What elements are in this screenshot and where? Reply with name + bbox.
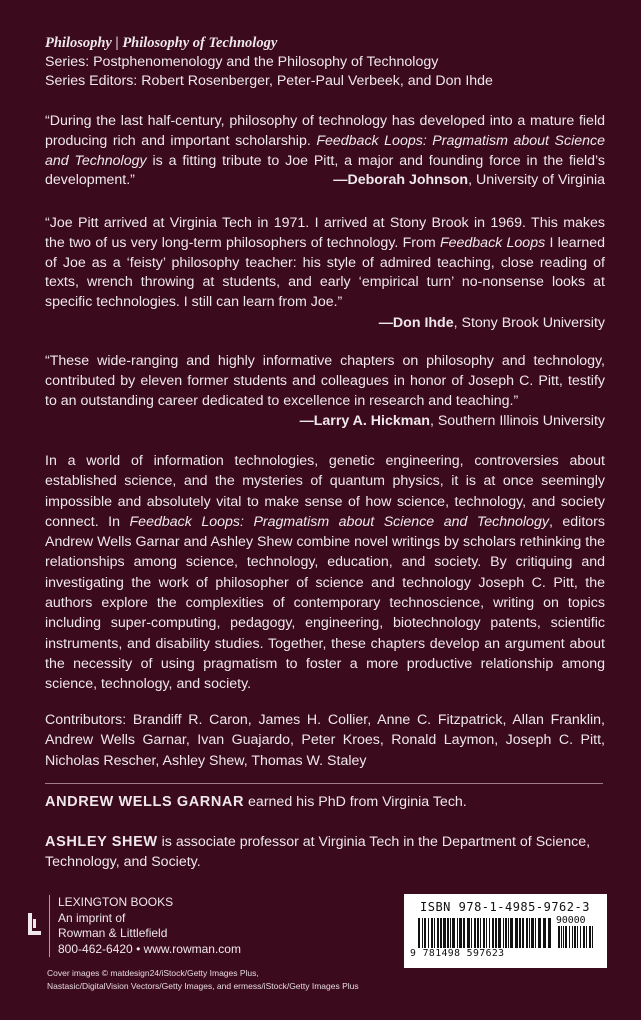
contributors-list: Contributors: Brandiff R. Caron, James H. Collier, Anne C. Fitzpatrick, Allan Franklin, Andrew Wells Garnar, Ivan Guajardo, Peter Kroes, Ronald Laymon, Joseph C. Pitt, Nicholas Rescher, Ashley Shew, Thomas W. Staley [45,712,605,769]
endorsement-ihde [45,214,605,334]
quote-text: I learned of Joe as a ‘feisty’ philosophy teacher: his style of admired teaching, close reading of texts, wrench throwing at students, and early ‘empirical turn’ no-nonsense looks at specific technologies. I still can learn from Joe.” [45,234,606,311]
description-book-title: Feedback Loops: Pragmatism about Science and Technology [129,513,549,530]
cover-image-credits [47,967,477,993]
quote-book-title: Feedback Loops [439,234,546,251]
endorser-name: —Larry A. Hickman [299,413,430,430]
author-bio-shew [45,832,605,873]
credits-line: Nastasic/DigitalVision Vectors/Getty Images, and ermess/iStock/Getty Images Plus [47,981,359,992]
endorsement-quote [45,352,605,411]
divider [45,783,603,784]
publisher-logo-icon [28,907,42,949]
series-header [45,34,605,91]
publisher-block [28,895,241,957]
author-bio-text: is associate professor at Virginia Tech in the Department of Science, Technology, and Society. [45,834,591,871]
endorser-name: —Deborah Johnson [333,172,469,189]
publisher-contact: 800-462-6420 • www.rowman.com [58,941,241,956]
endorsement-quote [45,214,605,313]
author-name: ASHLEY SHEW [45,834,158,850]
series-title: Series: Postphenomenology and the Philosophy of Technology [45,54,439,70]
endorsement-hickman [45,352,605,432]
quote-text: is a fitting tribute to Joe Pitt, a major and founding force in the field’s development.” [45,152,605,189]
quote-text: “These wide-ranging and highly informative chapters on philosophy and technology, contributed by eleven former students and colleagues in honor of Joseph C. Pitt, testify to an outstanding career dedicated to excellence in research and teaching.” [45,353,605,409]
barcode-addon-digits: 90000 [556,915,586,926]
endorser-affiliation: , University of Virginia [468,172,605,189]
author-bio-garnar [45,792,605,812]
quote-text: “Joe Pitt arrived at Virginia Tech in 1971. I arrived at Stony Brook in 1969. This makes the two of us very long-term philosophers of technology. From [45,215,605,251]
series-editors: Series Editors: Robert Rosenberger, Peter-Paul Verbeek, and Don Ihde [45,73,493,89]
endorsement-attribution [45,412,605,432]
endorser-affiliation: , Stony Brook University [453,314,605,331]
publisher-imprint: An imprint of [58,910,126,925]
subject-category: Philosophy | Philosophy of Technology [45,35,278,51]
publisher-parent: Rowman & Littlefield [58,926,168,941]
endorser-name: —Don Ihde [378,314,454,331]
credits-line: Cover images © matdesign24/iStock/Getty Images Plus, [47,968,259,978]
book-description [45,451,605,695]
isbn-barcode [404,894,607,968]
description-text: In a world of information technologies, genetic engineering, controversies about established science, and the mysteries of quantum physics, it is at once seemingly impossible and absolutely vital to make sense of how science, technology, and society connect. In [45,453,605,530]
endorsement-johnson [45,112,605,191]
author-bio-text: earned his PhD from Virginia Tech. [244,794,467,810]
quote-text: “During the last half-century, philosophy of technology has developed into a mature field producing rich and important scholarship. [45,113,605,149]
endorsement-attribution [45,314,605,334]
barcode-digits: 9 781498 597623 [410,948,505,959]
isbn-number: ISBN 978-1-4985-9762-3 [420,900,590,914]
description-text: , editors Andrew Wells Garnar and Ashley Shew combine novel writings by scholars rethinking the relationships among science, technology, education, and society. By critiquing and investigating the work of philosopher of science and technology Joseph C. Pitt, the authors explore the complexities of contemporary technoscience, writing on topics including super-computing, pedagogy, engineering, biotechnology patents, scientific instruments, and disability studies. Together, these chapters develop an argument about the necessity of using pragmatism to foster a more productive relationship among science, technology, and society. [45,513,605,693]
publisher-divider [49,895,50,957]
publisher-info [58,895,241,957]
publisher-name: LEXINGTON BOOKS [58,895,174,909]
endorser-affiliation: , Southern Illinois University [429,413,605,430]
quote-book-title: Feedback Loops: Pragmatism about Science and Technology [45,132,605,169]
author-name: ANDREW WELLS GARNAR [45,794,245,810]
